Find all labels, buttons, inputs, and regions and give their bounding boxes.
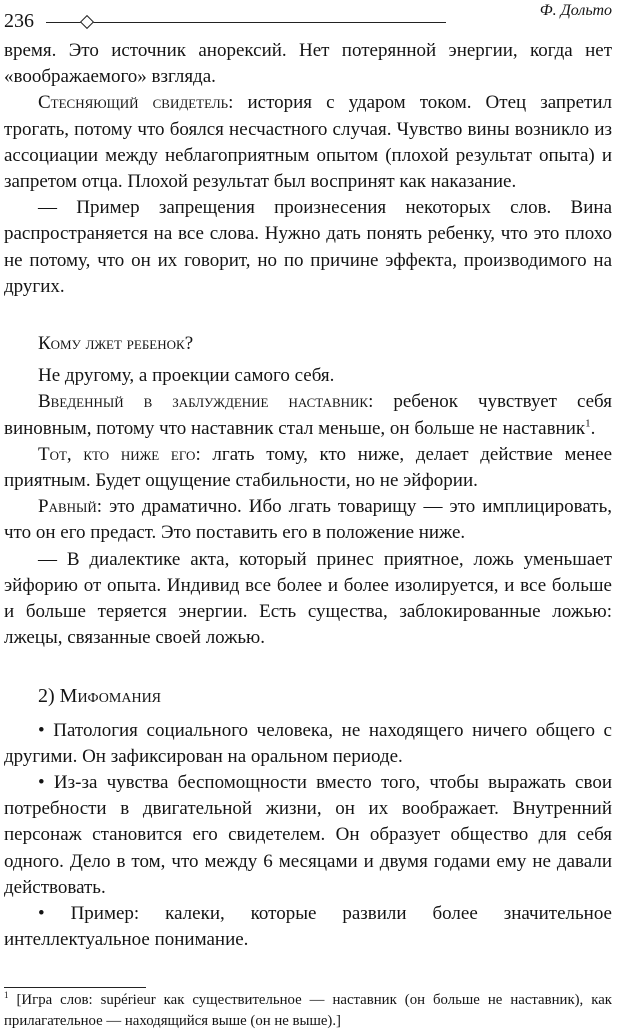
- page-body: [4, 38, 612, 954]
- footnote-rule: [4, 987, 146, 988]
- footnote: [4, 990, 612, 1032]
- paragraph: • Патология социального человека, не находящего ничего общего с другими. Он зафиксирован на оральном периоде.: [4, 719, 612, 767]
- paragraph-text: это драматично. Ибо лгать товарищу — это имплицировать, что он его предаст. Это поставить его в положение ниже.: [4, 496, 612, 544]
- footnote-text: [Игра слов: supérieur как существительное — наставник (он больше не наставник), как прилагательное — находящийся выше (он не выше).]: [4, 992, 612, 1029]
- paragraph: — Пример запрещения произнесения некоторых слов. Вина распространяется на все слова. Нужно дать понять ребенку, что это плохо не потому, что он их говорит, но по причине эффекта, производимого на других.: [4, 197, 612, 297]
- term: Тот, кто ниже его:: [38, 443, 201, 465]
- term: Стесняющий свидетель:: [38, 92, 234, 114]
- paragraph: • Пример: калеки, которые развили более значительное интеллектуальное понимание.: [4, 903, 612, 951]
- diamond-ornament-icon: [80, 15, 94, 29]
- page-header: [0, 0, 620, 40]
- paragraph: [4, 494, 612, 546]
- footnote-ref[interactable]: 1: [585, 417, 591, 430]
- paragraph-text: лгать тому, кто ниже, делает действие менее приятным. Будет ощущение стабильности, но не эйфории.: [4, 443, 612, 492]
- paragraph-text: история с ударом током. Отец запретил трогать, потому что боялся несчастного случая. Чувство вины возникло из ассоциации между неблагоприятным опытом (плохой результат опыта) и запретом отца. Плохой результат был воспринят как наказание.: [4, 92, 612, 193]
- paragraph: [4, 442, 612, 494]
- header-rule: [46, 22, 446, 23]
- term: Равный:: [38, 496, 103, 518]
- term: Введенный в заблуждение наставник:: [38, 391, 374, 413]
- paragraph: • Из-за чувства беспомощности вместо того, чтобы выражать свои потребности в двигательной жизни, он их воображает. Внутренний персонаж становится его свидетелем. Он образует общество для себя одного. Дело в том, что между 6 месяцами и двумя годами ему не давали действовать.: [4, 772, 612, 898]
- footnote-marker: 1: [4, 990, 9, 1001]
- running-title: Ф. Дольто: [539, 2, 612, 19]
- paragraph: — В диалектике акта, который принес приятное, ложь уменьшает эйфорию от опыта. Индивид все более и более изолируется, и все больше и больше теряется энергии. Есть существа, заблокированные ложью: лжецы, связанные своей ложью.: [4, 548, 612, 649]
- paragraph-text: ребенок чувствует себя виновным, потому что наставник стал меньше, он больше не наставник: [4, 391, 612, 439]
- paragraph: [4, 389, 612, 441]
- section-heading: 2) Мифомания: [38, 685, 162, 708]
- paragraph-end: .: [590, 417, 596, 439]
- paragraph: Не другому, а проекции самого себя.: [38, 365, 335, 387]
- paragraph: [4, 90, 612, 195]
- section-heading: Кому лжет ребенок?: [38, 333, 194, 355]
- page-number: 236: [4, 10, 34, 32]
- paragraph: время. Это источник анорексий. Нет потерянной энергии, когда нет «воображаемого» взгляда.: [4, 40, 612, 88]
